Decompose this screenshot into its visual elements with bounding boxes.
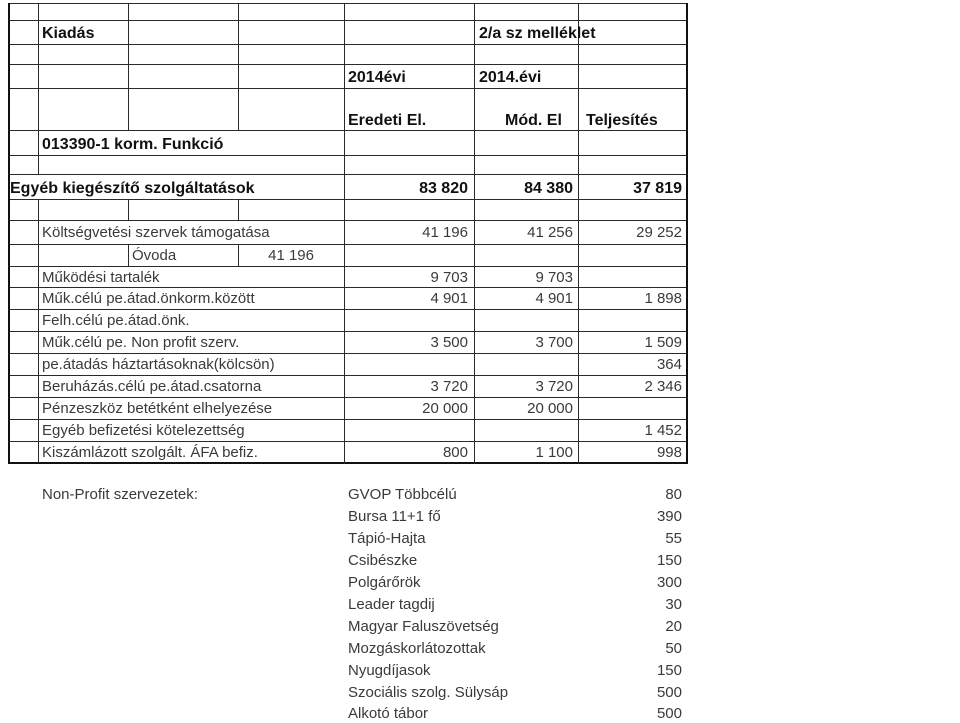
funkcio-label: 013390-1 korm. Funkció	[42, 136, 224, 153]
grid-line	[8, 353, 688, 354]
nonprofit-value: 300	[656, 574, 682, 591]
grid-line	[38, 199, 39, 462]
grid-line	[8, 309, 688, 310]
row-label: Működési tartalék	[42, 269, 160, 286]
grid-line	[8, 88, 688, 89]
row-telj: 1 452	[644, 422, 682, 439]
nonprofit-value: 500	[656, 684, 682, 701]
grid-line	[8, 199, 688, 200]
grid-line	[8, 419, 688, 420]
grid-line	[238, 3, 239, 130]
grid-line	[474, 3, 475, 464]
grid-line	[8, 397, 688, 398]
melleklet-label: 2/a sz melléklet	[479, 25, 596, 42]
nonprofit-value: 500	[656, 705, 682, 722]
row-telj: 998	[656, 444, 682, 461]
summary-eredeti: 83 820	[419, 180, 468, 197]
grid-line	[8, 20, 688, 21]
kiadas-label: Kiadás	[42, 25, 95, 42]
row-telj: 2 346	[644, 378, 682, 395]
grid-line	[344, 3, 345, 464]
row-label: Óvoda	[132, 247, 177, 264]
year-2014-label: 2014évi	[348, 69, 406, 86]
col-header-eredeti: Eredeti El.	[348, 112, 427, 129]
grid-line	[128, 199, 129, 220]
nonprofit-name: Mozgáskorlátozottak	[348, 640, 486, 657]
nonprofit-value: 30	[665, 596, 682, 613]
grid-line	[8, 64, 688, 65]
row-mod: 4 901	[535, 290, 573, 307]
nonprofit-value: 150	[656, 662, 682, 679]
grid-line	[8, 3, 10, 464]
row-eredeti: 3 500	[430, 334, 468, 351]
nonprofit-name: Bursa 11+1 fő	[348, 508, 441, 525]
grid-line	[8, 331, 688, 332]
nonprofit-value: 55	[665, 530, 682, 547]
row-sub-value: 41 196	[268, 247, 314, 264]
summary-mod: 84 380	[524, 180, 573, 197]
row-label: Műk.célú pe.átad.önkorm.között	[42, 290, 255, 307]
row-mod: 20 000	[527, 400, 573, 417]
row-mod: 41 256	[527, 224, 573, 241]
nonprofit-name: GVOP Többcélú	[348, 486, 457, 503]
row-label: Kiszámlázott szolgált. ÁFA befiz.	[42, 444, 258, 461]
grid-line	[686, 3, 688, 464]
grid-line	[8, 462, 688, 464]
grid-line	[238, 244, 239, 266]
grid-line	[8, 441, 688, 442]
row-eredeti: 800	[442, 444, 468, 461]
row-mod: 1 100	[535, 444, 573, 461]
row-mod: 3 720	[535, 378, 573, 395]
grid-line	[238, 199, 239, 220]
row-label: Költségvetési szervek támogatása	[42, 224, 270, 241]
nonprofit-name: Szociális szolg. Sülysáp	[348, 684, 509, 701]
row-label: Beruházás.célú pe.átad.csatorna	[42, 378, 262, 395]
nonprofit-name: Csibészke	[348, 552, 418, 569]
row-telj: 1 509	[644, 334, 682, 351]
grid-line	[8, 44, 688, 45]
summary-label: Egyéb kiegészítő szolgáltatások	[10, 180, 255, 197]
row-eredeti: 3 720	[430, 378, 468, 395]
row-eredeti: 41 196	[422, 224, 468, 241]
row-label: Felh.célú pe.átad.önk.	[42, 312, 190, 329]
grid-line	[128, 244, 129, 266]
row-label: Műk.célú pe. Non profit szerv.	[42, 334, 240, 351]
row-label: Pénzeszköz betétként elhelyezése	[42, 400, 273, 417]
row-label: pe.átadás háztartásoknak(kölcsön)	[42, 356, 275, 373]
grid-line	[38, 3, 39, 174]
nonprofit-value: 390	[656, 508, 682, 525]
grid-line	[8, 130, 688, 131]
nonprofit-name: Leader tagdij	[348, 596, 435, 613]
row-label: Egyéb befizetési kötelezettség	[42, 422, 245, 439]
row-telj: 364	[656, 356, 682, 373]
nonprofit-value: 150	[656, 552, 682, 569]
grid-line	[8, 244, 688, 245]
nonprofit-value: 50	[665, 640, 682, 657]
nonprofit-name: Magyar Faluszövetség	[348, 618, 499, 635]
grid-line	[8, 174, 688, 175]
col-header-mod: Mód. El	[505, 112, 562, 129]
col-header-telj: Teljesítés	[586, 112, 658, 129]
grid-line	[8, 266, 688, 267]
row-telj: 1 898	[644, 290, 682, 307]
row-mod: 9 703	[535, 269, 573, 286]
row-mod: 3 700	[535, 334, 573, 351]
nonprofit-name: Alkotó tábor	[348, 705, 429, 722]
grid-line	[8, 3, 688, 4]
grid-line	[8, 287, 688, 288]
grid-line	[8, 155, 688, 156]
grid-line	[8, 220, 688, 221]
row-eredeti: 4 901	[430, 290, 468, 307]
nonprofit-value: 20	[665, 618, 682, 635]
nonprofit-value: 80	[665, 486, 682, 503]
nonprofit-name: Polgárőrök	[348, 574, 421, 591]
grid-line	[578, 3, 579, 464]
row-telj: 29 252	[636, 224, 682, 241]
nonprofit-name: Nyugdíjasok	[348, 662, 431, 679]
nonprofit-title: Non-Profit szervezetek:	[42, 486, 198, 503]
nonprofit-name: Tápió-Hajta	[348, 530, 426, 547]
row-eredeti: 9 703	[430, 269, 468, 286]
row-eredeti: 20 000	[422, 400, 468, 417]
grid-line	[8, 375, 688, 376]
summary-telj: 37 819	[633, 180, 682, 197]
grid-line	[128, 3, 129, 130]
year-2014b-label: 2014.évi	[479, 69, 542, 86]
